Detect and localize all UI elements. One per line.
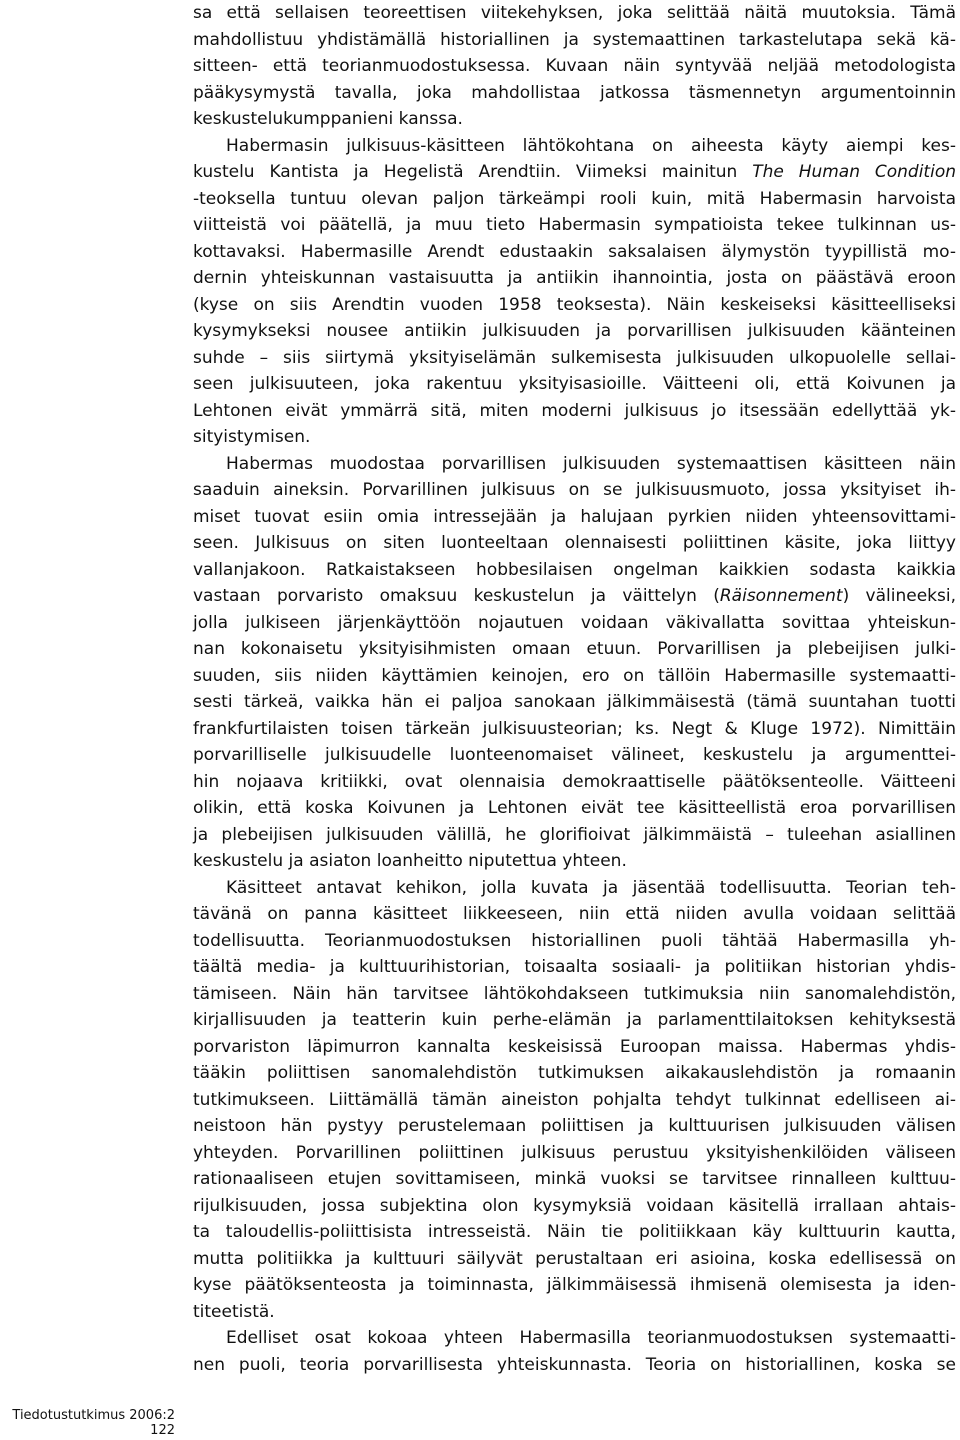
text-line: frankfurtilaisten toisen tärkeän julkisuusteorian; ks. Negt & Kluge 1972). Nimittäin [193, 718, 956, 739]
text-line: sesti tärkeä, vaikka hän ei paljoa sanokaan jälkimmäisestä (tämä suuntahan tuotti [193, 692, 956, 712]
text-line: nen puoli, teoria porvarillisesta yhteiskunnasta. Teoria on historiallinen, koska se [193, 1354, 956, 1375]
text-line: dernin yhteiskunnan vastaisuutta ja antiikin ihannointia, josta on päästävä eroon [193, 268, 956, 288]
text-line: Habermas muodostaa porvarillisen julkisuuden systemaattisen käsitteen näin [226, 453, 956, 474]
text-line: kustelu Kantista ja Hegelistä Arendtiin. Viimeksi mainitun The Human Condition [193, 162, 956, 182]
text-line: suhde – siis siirtymä yksityiselämän sulkemisesta julkisuuden ulkopuolelle sellai- [193, 347, 956, 368]
text-line: vallanjakoon. Ratkaistakseen hobbesilaisen ongelman kaikkien sodasta kaikkia [193, 559, 956, 580]
text-line: yhteyden. Porvarillinen poliittinen julkisuus perustuu yksityishenkilöiden väliseen [193, 1142, 956, 1163]
text-line: rijulkisuuden, jossa subjektina olon kysymyksiä voidaan käsitellä irrallaan ahtais- [193, 1195, 956, 1216]
text-line: porvarilliselle julkisuudelle luonteenomaiset välineet, keskustelu ja argumenttei- [193, 745, 956, 765]
text-line: Käsitteet antavat kehikon, jolla kuvata ja jäsentää todellisuutta. Teorian teh- [226, 877, 956, 898]
text-line: kottavaksi. Habermasille Arendt edustaakin saksalaisen älymystön tyypillistä mo- [193, 241, 956, 262]
paragraph [193, 875, 956, 1326]
text-line: titeetistä. [193, 1301, 275, 1322]
text-line: Edelliset osat kokoaa yhteen Habermasilla teorianmuodostuksen systemaatti- [226, 1328, 956, 1348]
text-line: jolla julkiseen järjenkäyttöön nojautuen voidaan väkivallatta sovittaa yhteiskun- [193, 612, 956, 633]
text-line: viitteistä voi päätellä, ja muu tieto Habermasin sympatioista tekee tulkinnan us- [193, 215, 956, 235]
text-line: sitteen- että teorianmuodostuksessa. Kuvaan näin syntyvää neljää metodologista [193, 56, 956, 76]
text-line: pääkysymystä tavalla, joka mahdollistaa jatkossa täsmennetyn argumentoinnin [193, 82, 956, 103]
paragraph [193, 133, 956, 451]
text-line: keskustelukumppanieni kanssa. [193, 109, 463, 129]
text-line: Habermasin julkisuus-käsitteen lähtökohtana on aiheesta käyty aiempi kes- [226, 135, 956, 156]
text-line: (kyse on siis Arendtin vuoden 1958 teoksesta). Näin keskeiseksi käsitteelliseksi [193, 294, 956, 315]
text-line: -teoksella tuntuu olevan paljon tärkeämpi rooli kuin, mitä Habermasin harvoista [193, 188, 956, 209]
text-line: tutkimukseen. Liittämällä tämän aineiston pohjalta tehdyt tulkinnat edelliseen ai- [193, 1089, 956, 1110]
text-line: vastaan porvaristo omaksuu keskustelun ja väittelyn (Räisonnement) välineeksi, [193, 586, 956, 606]
text-line: keskustelu ja asiaton loanheitto niputettua yhteen. [193, 851, 627, 871]
journal-name: Tiedotustutkimus 2006:2 [12, 1408, 175, 1423]
text-line: seen julkisuuteen, joka rakentuu yksityisasioille. Väitteeni oli, että Koivunen ja [193, 374, 956, 394]
text-line: suuden, siis niiden käyttämien keinojen, ero on tällöin Habermasille systemaatti- [193, 665, 956, 686]
text-line: ja plebeijisen julkisuuden välillä, he glorifioivat jälkimmäistä – tuleehan asiallinen [193, 824, 956, 845]
text-line: miset tuovat esiin omia intressejään ja halujaan pyrkien niiden yhteensovittami- [193, 506, 956, 527]
page-number: 122 [150, 1423, 175, 1438]
text-line: Lehtonen eivät ymmärrä sitä, miten moderni julkisuus jo itsessään edellyttää yk- [193, 400, 956, 421]
text-line: rationaaliseen etujen sovittamiseen, minkä vuoksi se tarvitsee rinnalleen kulttuu- [193, 1169, 956, 1189]
text-line: hin nojaava kritiikki, ovat olennaisia demokraattiselle päätöksenteolle. Väitteeni [193, 771, 956, 792]
text-line: saaduin aineksin. Porvarillinen julkisuus on se julkisuusmuoto, jossa yksityiset ih- [193, 480, 956, 500]
body-text [193, 0, 956, 1378]
paragraph [193, 1325, 956, 1378]
paragraph [193, 451, 956, 875]
text-line: täältä media- ja kulttuurihistorian, toisaalta sosiaali- ja politiikan historian yhdis- [193, 957, 956, 977]
text-line: tämiseen. Näin hän tarvitsee lähtökohdakseen tutkimuksia niin sanomalehdistön, [193, 983, 956, 1004]
text-line: sityistymisen. [193, 427, 311, 447]
text-line: porvariston läpimurron kannalta keskeisissä Euroopan maissa. Habermas yhdis- [193, 1036, 956, 1057]
text-line: kysymykseksi nousee antiikin julkisuuden ja porvarillisen julkisuuden käänteinen [193, 321, 956, 341]
text-line: seen. Julkisuus on siten luonteeltaan olennaisesti poliittinen käsite, joka liittyy [193, 533, 956, 553]
text-line: kirjallisuuden ja teatterin kuin perhe-elämän ja parlamenttilaitoksen kehityksestä [193, 1010, 956, 1030]
paragraph [193, 0, 956, 133]
text-line: nan kokonaisetu yksityisihmisten omaan etuun. Porvarillisen ja plebeijisen julki- [193, 639, 956, 659]
text-line: ta taloudellis-poliittisista intresseistä. Näin tie politiikkaan käy kulttuurin kautta, [193, 1222, 956, 1242]
text-line: todellisuutta. Teorianmuodostuksen historiallinen puoli tähtää Habermasilla yh- [193, 930, 956, 951]
text-line: mahdollistuu yhdistämällä historiallinen ja systemaattinen tarkastelutapa sekä kä- [193, 29, 956, 50]
page-footer [0, 1408, 175, 1438]
text-line: mutta politiikka ja kulttuuri säilyvät perustaltaan eri asioina, koska edellisessä on [193, 1248, 956, 1269]
text-line: olikin, että koska Koivunen ja Lehtonen eivät tee käsitteellistä eroa porvarillisen [193, 798, 956, 818]
text-line: sa että sellaisen teoreettisen viitekehyksen, joka selittää näitä muutoksia. Tämä [193, 3, 956, 23]
text-line: tääkin poliittisen sanomalehdistön tutkimuksen aikakauslehdistön ja romaanin [193, 1063, 956, 1083]
text-line: neistoon hän pystyy perustelemaan poliittisen ja kulttuurisen julkisuuden välisen [193, 1116, 956, 1136]
text-line: tävänä on panna käsitteet liikkeeseen, niin että niiden avulla voidaan selittää [193, 904, 956, 924]
text-line: kyse päätöksenteosta ja toiminnasta, jälkimmäisessä ihmisenä olemisesta ja iden- [193, 1275, 956, 1295]
